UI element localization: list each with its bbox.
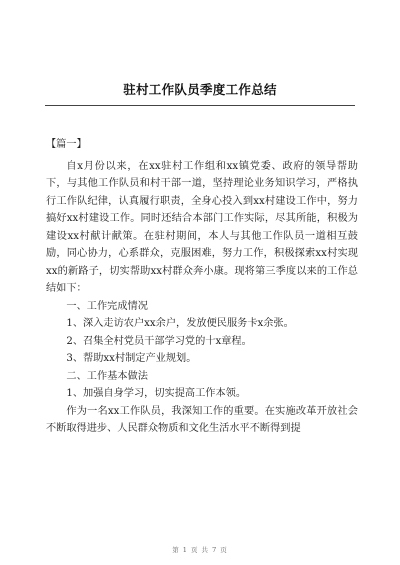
document-body (46, 136, 358, 438)
section-label: 【篇一】 (46, 139, 87, 150)
list-item-self-study: 1、加强自身学习，切实提高工作本领。 (66, 388, 247, 399)
page-number: 第 1 页 共 7 页 (172, 546, 228, 554)
document-title: 驻村工作队员季度工作总结 (123, 82, 277, 97)
heading-work-completed: 一、工作完成情况 (66, 300, 148, 312)
closing-paragraph: 作为一名xx工作队员，我深知工作的重要。在实施改革开放社会不断取得进步、人民群众物质和文化生活水平不断得到提 (46, 405, 358, 434)
title-divider (45, 105, 355, 106)
intro-paragraph: 自x月份以来，在xx驻村工作组和xx镇党委、政府的领导帮助下，与其他工作队员和村干部一道，坚持理论业务知识学习，严格执行工作队纪律，认真履行职责，全身心投入到xx村建设工作中，努力搞好xx村建设工作。同时还结合本部门工作实际，尽其所能，积极为建设xx村献计献策。在驻村期间，本人与其他工作队员一道相互鼓励，同心协力，心系群众，克服困难，努力工作，积极探索xx村实现xx的新路子，切实帮助xx村群众奔小康。现将第三季度以来的工作总结如下： (46, 160, 358, 294)
list-item-planning: 3、帮助xx村制定产业规划。 (66, 353, 197, 364)
list-item-visits: 1、深入走访农户xx余户，发放便民服务卡x余张。 (66, 318, 294, 329)
list-item-study: 2、召集全村党员干部学习党的十x章程。 (66, 335, 252, 347)
heading-basic-methods: 二、工作基本做法 (66, 370, 148, 382)
